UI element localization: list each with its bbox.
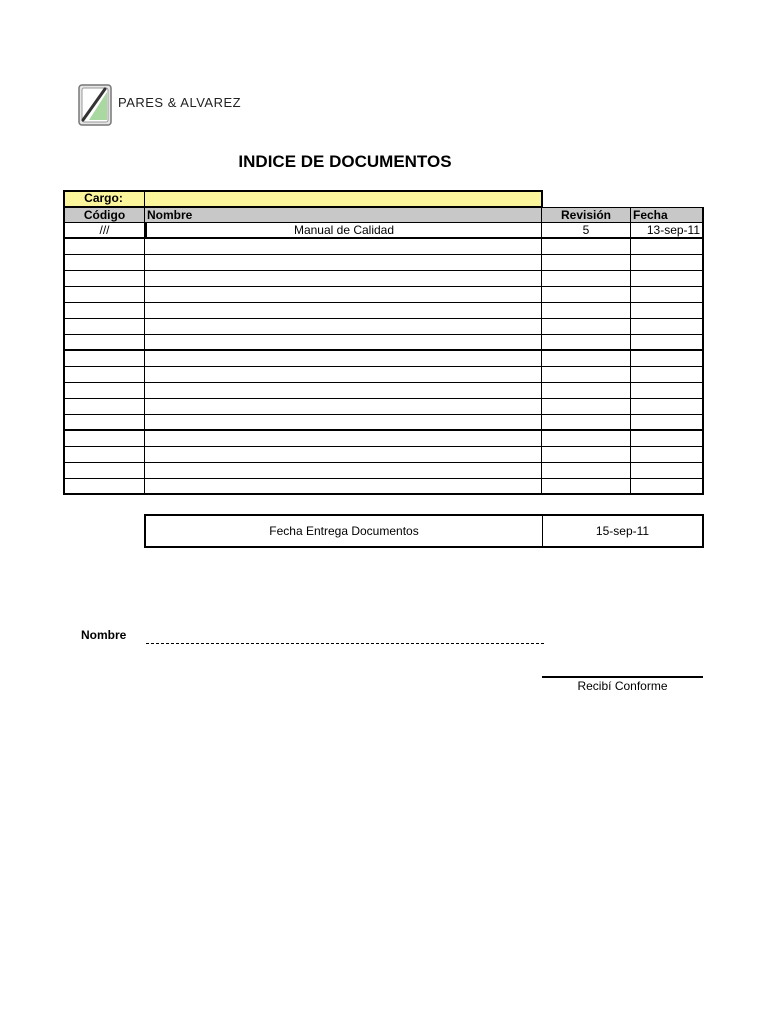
cell-codigo[interactable]	[63, 431, 145, 446]
table-row	[63, 303, 704, 319]
nombre-input-line[interactable]	[146, 643, 544, 644]
table-header	[63, 207, 704, 223]
cell-codigo[interactable]	[63, 271, 145, 286]
cell-fecha[interactable]	[631, 479, 704, 493]
cell-fecha[interactable]	[631, 447, 704, 462]
cell-nombre[interactable]	[145, 335, 542, 349]
cell-revision[interactable]	[542, 383, 631, 398]
cell-nombre[interactable]	[145, 463, 542, 478]
cell-revision[interactable]	[542, 351, 631, 366]
cell-codigo[interactable]	[63, 319, 145, 334]
table-row	[63, 431, 704, 447]
cargo-label: Cargo:	[63, 190, 145, 207]
cell-codigo[interactable]	[63, 255, 145, 270]
cell-nombre[interactable]	[145, 351, 542, 366]
cell-revision[interactable]	[542, 479, 631, 493]
cell-nombre[interactable]	[145, 431, 542, 446]
header-revision: Revisión	[542, 208, 631, 222]
table-row	[63, 383, 704, 399]
cell-nombre[interactable]	[145, 415, 542, 429]
cell-nombre[interactable]	[145, 271, 542, 286]
cell-fecha[interactable]: 13-sep-11	[631, 223, 704, 237]
cell-revision[interactable]	[542, 303, 631, 318]
cell-fecha[interactable]	[631, 399, 704, 414]
table-row	[63, 415, 704, 431]
cell-revision[interactable]	[542, 431, 631, 446]
cell-fecha[interactable]	[631, 351, 704, 366]
cell-codigo[interactable]	[63, 351, 145, 366]
cell-codigo[interactable]	[63, 447, 145, 462]
table-row	[63, 287, 704, 303]
cell-nombre[interactable]: Manual de Calidad	[145, 223, 542, 237]
cell-codigo[interactable]	[63, 287, 145, 302]
signature-line[interactable]	[542, 676, 703, 678]
document-title: INDICE DE DOCUMENTOS	[238, 152, 452, 171]
table-row	[63, 479, 704, 495]
header-fecha: Fecha	[631, 208, 704, 222]
table-row	[63, 399, 704, 415]
nombre-label: Nombre	[81, 628, 127, 642]
table-row	[63, 447, 704, 463]
delivery-label: Fecha Entrega Documentos	[146, 516, 543, 546]
cell-revision[interactable]	[542, 239, 631, 254]
delivery-date[interactable]: 15-sep-11	[595, 524, 650, 538]
cell-nombre[interactable]	[145, 239, 542, 254]
header-nombre: Nombre	[145, 208, 542, 222]
cell-nombre[interactable]	[145, 367, 542, 382]
company-logo	[78, 84, 112, 126]
delivery-box	[144, 514, 704, 548]
cell-revision[interactable]	[542, 319, 631, 334]
table-row	[63, 319, 704, 335]
cell-codigo[interactable]	[63, 463, 145, 478]
cell-revision[interactable]	[542, 287, 631, 302]
cell-fecha[interactable]	[631, 431, 704, 446]
cell-revision[interactable]	[542, 399, 631, 414]
cell-fecha[interactable]	[631, 271, 704, 286]
cell-nombre[interactable]	[145, 447, 542, 462]
table-row	[63, 255, 704, 271]
cell-codigo[interactable]	[63, 335, 145, 349]
table-row	[63, 351, 704, 367]
cell-codigo[interactable]	[63, 383, 145, 398]
cell-revision[interactable]	[542, 415, 631, 429]
cell-revision[interactable]	[542, 463, 631, 478]
cell-codigo[interactable]	[63, 303, 145, 318]
cell-nombre[interactable]	[145, 255, 542, 270]
cell-codigo[interactable]: ///	[63, 223, 145, 237]
cell-nombre[interactable]	[145, 383, 542, 398]
cell-codigo[interactable]	[63, 415, 145, 429]
table-row	[63, 367, 704, 383]
cell-fecha[interactable]	[631, 255, 704, 270]
cell-codigo[interactable]	[63, 367, 145, 382]
cell-fecha[interactable]	[631, 383, 704, 398]
cell-revision[interactable]	[542, 335, 631, 349]
table-row	[63, 463, 704, 479]
table-row	[63, 223, 704, 239]
cell-revision[interactable]	[542, 255, 631, 270]
cell-nombre[interactable]	[145, 319, 542, 334]
cell-nombre[interactable]	[145, 303, 542, 318]
cell-fecha[interactable]	[631, 415, 704, 429]
cell-fecha[interactable]	[631, 303, 704, 318]
cell-codigo[interactable]	[63, 399, 145, 414]
cell-fecha[interactable]	[631, 239, 704, 254]
cell-fecha[interactable]	[631, 335, 704, 349]
table-row	[63, 335, 704, 351]
table-row	[63, 239, 704, 255]
cell-nombre[interactable]	[145, 479, 542, 493]
cell-fecha[interactable]	[631, 287, 704, 302]
header-codigo: Código	[63, 208, 145, 222]
cell-revision[interactable]: 5	[542, 223, 631, 237]
cell-revision[interactable]	[542, 367, 631, 382]
cell-nombre[interactable]	[145, 287, 542, 302]
cell-fecha[interactable]	[631, 367, 704, 382]
documents-table	[63, 207, 704, 495]
table-row	[63, 271, 704, 287]
cell-revision[interactable]	[542, 271, 631, 286]
company-name: PARES & ALVAREZ	[118, 95, 242, 110]
cell-nombre[interactable]	[145, 399, 542, 414]
cell-codigo[interactable]	[63, 239, 145, 254]
cell-fecha[interactable]	[631, 319, 704, 334]
cell-fecha[interactable]	[631, 463, 704, 478]
signature-label: Recibí Conforme	[577, 679, 668, 693]
cell-revision[interactable]	[542, 447, 631, 462]
cell-codigo[interactable]	[63, 479, 145, 493]
